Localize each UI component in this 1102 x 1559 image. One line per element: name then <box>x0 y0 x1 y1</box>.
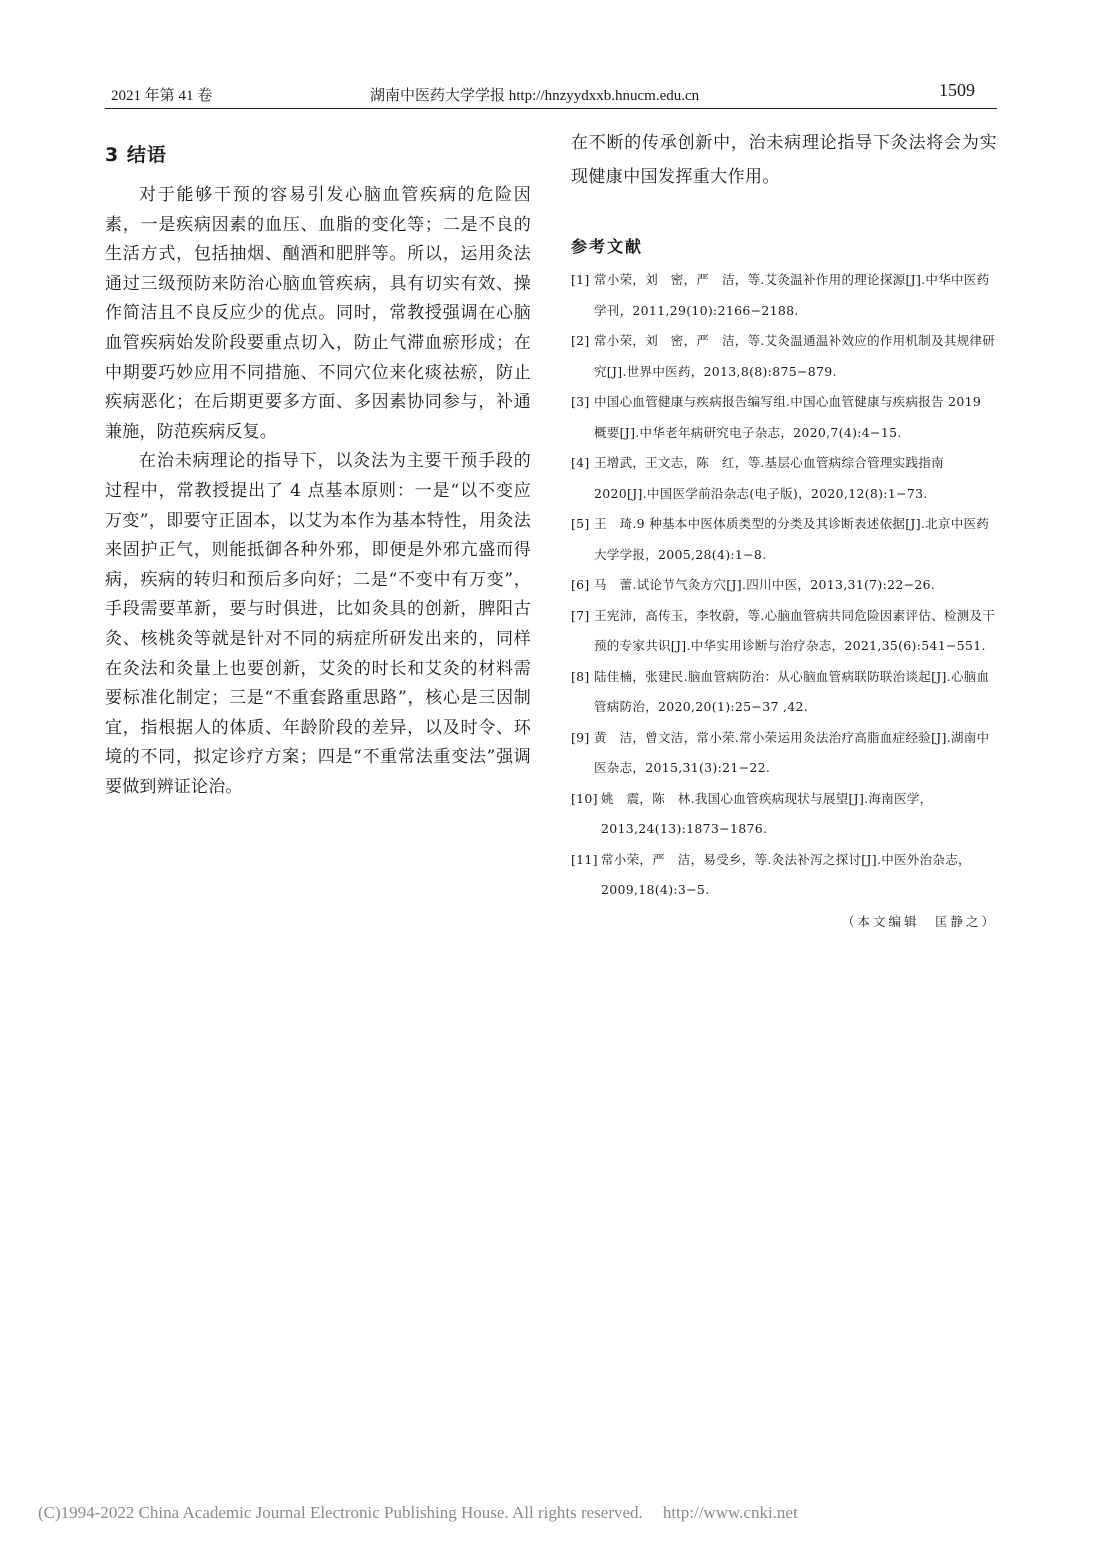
right-column <box>571 126 997 930</box>
copyright-footer <box>38 1503 798 1523</box>
reference-text: 黄 洁，曾文洁，常小荣.常小荣运用灸法治疗高脂血症经验[J].湖南中医杂志，2015,31(3):21−22. <box>594 729 990 775</box>
copyright-text: (C)1994-2022 China Academic Journal Electronic Publishing House. All rights reserved. <box>38 1503 643 1522</box>
page-number: 1509 <box>939 80 975 100</box>
reference-item <box>571 601 997 662</box>
reference-item <box>571 265 997 326</box>
reference-item <box>571 845 997 906</box>
reference-text: 常小荣，刘 密，严 洁，等.艾灸温通温补效应的作用机制及其规律研究[J].世界中医药，2013,8(8):875−879. <box>594 333 996 379</box>
section-title: 3 结语 <box>105 144 167 166</box>
reference-number: [2] <box>571 333 590 348</box>
reference-number: [6] <box>571 577 590 592</box>
reference-item <box>571 570 997 601</box>
reference-text: 马 蕾.试论节气灸方穴[J].四川中医，2013,31(7):22−26. <box>594 577 936 592</box>
reference-item <box>571 387 997 448</box>
reference-item <box>571 784 997 845</box>
reference-number: [11] <box>571 851 598 867</box>
body-paragraph-continuation: 在不断的传承创新中，治未病理论指导下灸法将会为实现健康中国发挥重大作用。 <box>571 133 997 187</box>
reference-number: [3] <box>571 394 590 409</box>
reference-text: 陆佳楠，张建民.脑血管病防治：从心脑血管病联防联治谈起[J].心脑血管病防治，2020,20(1):25−37 ,42. <box>594 668 990 714</box>
reference-number: [8] <box>571 668 590 684</box>
body-paragraph-2: 在治未病理论的指导下，以灸法为主要干预手段的过程中，常教授提出了 4 点基本原则：一是“以不变应万变”，即要守正固本，以艾为本作为基本特性，用灸法来固护正气，则能抵御各种外邪，即便是外邪亢盛而得病，疾病的转归和预后多向好；二是“不变中有万变”，手段需要革新，要与时俱进，比如灸具的创新，脾阳古灸、核桃灸等就是针对不同的病症所研发出来的，同样在灸法和灸量上也要创新，艾灸的时长和艾灸的材料需要标准化制定；三是“不重套路重思路”，核心是三因制宜，指根据人的体质、年龄阶段的差异，以及时令、环境的不同，拟定诊疗方案；四是“不重常法重变法”强调要做到辨证论治。 <box>105 451 531 797</box>
editor-note: （本文编辑 匡静之） <box>841 913 997 929</box>
reference-number: [10] <box>571 790 598 806</box>
reference-text: 常小荣，严 洁，易受乡，等.灸法补泻之探讨[J].中医外治杂志，2009,18(4):3−5. <box>601 851 971 897</box>
reference-item <box>571 662 997 723</box>
reference-item <box>571 509 997 570</box>
reference-item <box>571 326 997 387</box>
reference-text: 姚 震，陈 林.我国心血管疾病现状与展望[J].海南医学，2013,24(13):1873−1876. <box>601 790 933 836</box>
reference-text: 常小荣，刘 密，严 洁，等.艾灸温补作用的理论探源[J].中华中医药学刊，2011,29(10):2166−2188. <box>594 272 990 318</box>
running-header <box>105 80 997 109</box>
reference-text: 王宪沛，高传玉，李牧蔚，等.心脑血管病共同危险因素评估、检测及干预的专家共识[J].中华实用诊断与治疗杂志，2021,35(6):541−551. <box>594 607 996 653</box>
reference-number: [7] <box>571 607 590 623</box>
reference-number: [9] <box>571 729 590 745</box>
reference-text: 中国心血管健康与疾病报告编写组.中国心血管健康与疾病报告 2019 概要[J].中华老年病研究电子杂志，2020,7(4):4−15. <box>594 394 982 440</box>
reference-number: [1] <box>571 272 590 287</box>
journal-title-url: 湖南中医药大学学报 http://hnzyydxxb.hnucm.edu.cn <box>370 88 700 104</box>
footer-url: http://www.cnki.net <box>662 1503 798 1522</box>
reference-item <box>571 448 997 509</box>
references-list <box>571 265 997 906</box>
reference-number: [5] <box>571 516 590 531</box>
journal-volume: 2021 年第 41 卷 <box>111 88 213 104</box>
left-column <box>105 140 531 802</box>
reference-text: 王增武，王文志，陈 红，等.基层心血管病综合管理实践指南 2020[J].中国医学前沿杂志(电子版)，2020,12(8):1−73. <box>594 455 944 501</box>
reference-item <box>571 723 997 784</box>
reference-number: [4] <box>571 455 590 470</box>
reference-text: 王 琦.9 种基本中医体质类型的分类及其诊断表述依据[J].北京中医药大学学报，2005,28(4):1−8. <box>594 516 990 562</box>
body-paragraph-1: 对于能够干预的容易引发心脑血管疾病的危险因素，一是疾病因素的血压、血脂的变化等；二是不良的生活方式，包括抽烟、酗酒和肥胖等。所以，运用灸法通过三级预防来防治心脑血管疾病，具有切实有效、操作简洁且不良反应少的优点。同时，常教授强调在心脑血管疾病始发阶段要重点切入，防止气滞血瘀形成；在中期要巧妙应用不同措施、不同穴位来化痰祛瘀，防止疾病恶化；在后期更要多方面、多因素协同参与，补通兼施，防范疾病反复。 <box>105 185 531 442</box>
references-title: 参考文献 <box>571 237 644 256</box>
